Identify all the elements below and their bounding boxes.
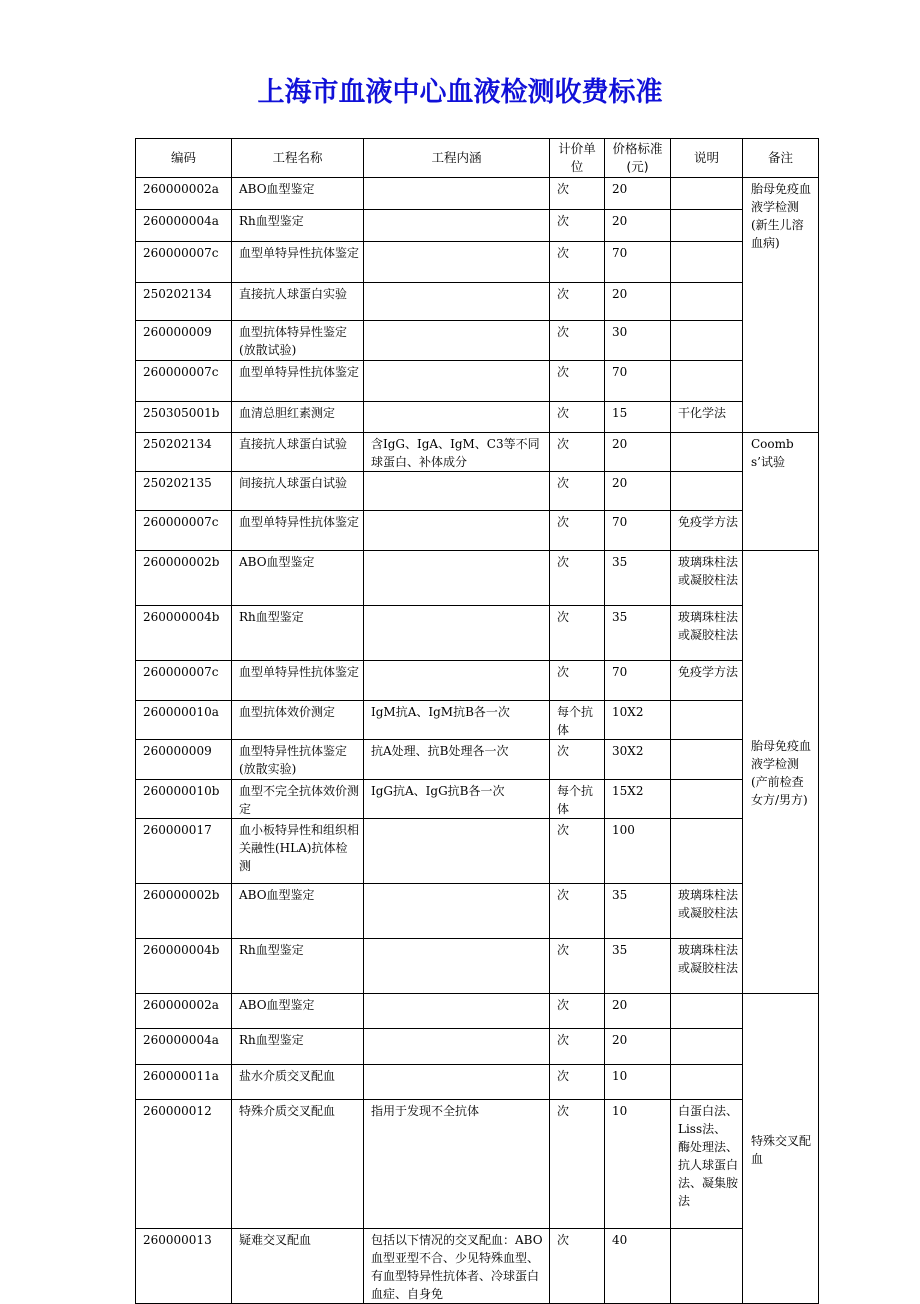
cell-code: 260000002a [136, 178, 232, 210]
cell-price: 40 [605, 1229, 671, 1304]
header-item-content: 工程内涵 [364, 139, 550, 178]
cell-unit: 次 [550, 1229, 605, 1304]
cell-price: 70 [605, 242, 671, 283]
cell-item-content [364, 402, 550, 433]
cell-price: 10 [605, 1100, 671, 1229]
cell-item-content [364, 939, 550, 994]
cell-item-name: 间接抗人球蛋白试验 [232, 472, 364, 511]
cell-remarks: 胎母免疫血液学检测(新生儿溶血病) [743, 178, 819, 433]
cell-description: 免疫学方法 [671, 511, 743, 551]
cell-code: 250202134 [136, 283, 232, 321]
table-row [136, 242, 819, 283]
table-row [136, 178, 819, 210]
cell-unit: 次 [550, 551, 605, 606]
cell-unit: 次 [550, 740, 605, 780]
cell-price: 70 [605, 361, 671, 402]
cell-price: 100 [605, 819, 671, 884]
cell-remarks: 特殊交叉配血 [743, 994, 819, 1304]
cell-item-content [364, 661, 550, 701]
cell-description [671, 1229, 743, 1304]
cell-description [671, 994, 743, 1029]
cell-item-content [364, 994, 550, 1029]
cell-price: 20 [605, 994, 671, 1029]
fee-table [135, 138, 819, 1304]
table-row [136, 361, 819, 402]
cell-item-name: ABO血型鉴定 [232, 884, 364, 939]
cell-item-name: 血型特异性抗体鉴定(放散实验) [232, 740, 364, 780]
cell-code: 260000004b [136, 606, 232, 661]
cell-code: 250202134 [136, 433, 232, 472]
cell-price: 20 [605, 178, 671, 210]
header-price: 价格标准(元) [605, 139, 671, 178]
cell-description: 免疫学方法 [671, 661, 743, 701]
table-row [136, 283, 819, 321]
cell-code: 260000002a [136, 994, 232, 1029]
table-row [136, 433, 819, 472]
cell-code: 250305001b [136, 402, 232, 433]
cell-price: 70 [605, 511, 671, 551]
table-row [136, 939, 819, 994]
cell-item-name: 特殊介质交叉配血 [232, 1100, 364, 1229]
cell-unit: 次 [550, 661, 605, 701]
cell-unit: 每个抗体 [550, 701, 605, 740]
cell-description [671, 1065, 743, 1100]
cell-price: 10X2 [605, 701, 671, 740]
cell-description [671, 210, 743, 242]
cell-item-name: Rh血型鉴定 [232, 210, 364, 242]
table-row [136, 472, 819, 511]
cell-unit: 次 [550, 939, 605, 994]
cell-item-name: Rh血型鉴定 [232, 939, 364, 994]
cell-item-content [364, 551, 550, 606]
table-row [136, 701, 819, 740]
cell-item-name: 直接抗人球蛋白试验 [232, 433, 364, 472]
header-item-name: 工程名称 [232, 139, 364, 178]
cell-price: 35 [605, 606, 671, 661]
cell-unit: 次 [550, 210, 605, 242]
cell-description: 白蛋白法、Liss法、酶处理法、抗人球蛋白法、凝集胺法 [671, 1100, 743, 1229]
cell-item-content [364, 283, 550, 321]
cell-unit: 次 [550, 283, 605, 321]
table-header-row [136, 139, 819, 178]
cell-item-name: 血型单特异性抗体鉴定 [232, 242, 364, 283]
cell-unit: 次 [550, 1029, 605, 1065]
cell-item-name: ABO血型鉴定 [232, 551, 364, 606]
cell-code: 260000002b [136, 551, 232, 606]
cell-item-content [364, 178, 550, 210]
cell-price: 35 [605, 884, 671, 939]
table-row [136, 1065, 819, 1100]
cell-code: 260000012 [136, 1100, 232, 1229]
cell-description [671, 780, 743, 819]
cell-description [671, 433, 743, 472]
table-row [136, 551, 819, 606]
cell-item-name: 血小板特异性和组织相关融性(HLA)抗体检测 [232, 819, 364, 884]
cell-code: 260000004b [136, 939, 232, 994]
cell-item-name: Rh血型鉴定 [232, 1029, 364, 1065]
cell-description: 玻璃珠柱法或凝胶柱法 [671, 551, 743, 606]
cell-price: 35 [605, 939, 671, 994]
cell-item-content [364, 210, 550, 242]
cell-item-content: IgM抗A、IgM抗B各一次 [364, 701, 550, 740]
table-row [136, 402, 819, 433]
cell-price: 20 [605, 433, 671, 472]
cell-item-name: 血清总胆红素测定 [232, 402, 364, 433]
cell-item-content: 包括以下情况的交叉配血：ABO血型亚型不合、少见特殊血型、有血型特异性抗体者、冷球蛋白血症、自身免 [364, 1229, 550, 1304]
cell-unit: 次 [550, 321, 605, 361]
table-row [136, 321, 819, 361]
cell-item-name: 血型单特异性抗体鉴定 [232, 661, 364, 701]
cell-price: 20 [605, 1029, 671, 1065]
cell-remarks: 胎母免疫血液学检测(产前检查女方/男方) [743, 551, 819, 994]
table-row [136, 210, 819, 242]
cell-item-content [364, 1029, 550, 1065]
header-remarks: 备注 [743, 139, 819, 178]
cell-price: 15X2 [605, 780, 671, 819]
cell-unit: 次 [550, 242, 605, 283]
cell-code: 260000010b [136, 780, 232, 819]
cell-unit: 次 [550, 178, 605, 210]
cell-item-name: 血型抗体特异性鉴定(放散试验) [232, 321, 364, 361]
cell-description [671, 178, 743, 210]
cell-unit: 次 [550, 511, 605, 551]
cell-unit: 次 [550, 1065, 605, 1100]
cell-description [671, 1029, 743, 1065]
table-row [136, 511, 819, 551]
cell-item-name: 血型单特异性抗体鉴定 [232, 511, 364, 551]
cell-code: 260000009 [136, 321, 232, 361]
table-row [136, 819, 819, 884]
cell-unit: 次 [550, 472, 605, 511]
page-title: 上海市血液中心血液检测收费标准 [257, 77, 663, 108]
table-row [136, 1229, 819, 1304]
cell-unit: 次 [550, 884, 605, 939]
cell-item-name: 疑难交叉配血 [232, 1229, 364, 1304]
cell-code: 260000011a [136, 1065, 232, 1100]
cell-item-content [364, 884, 550, 939]
cell-item-content [364, 321, 550, 361]
cell-price: 70 [605, 661, 671, 701]
cell-item-name: ABO血型鉴定 [232, 994, 364, 1029]
cell-remarks: Coombs’试验 [743, 433, 819, 551]
table-row [136, 1100, 819, 1229]
cell-item-content [364, 472, 550, 511]
cell-code: 250202135 [136, 472, 232, 511]
table-row [136, 884, 819, 939]
cell-item-content [364, 511, 550, 551]
cell-item-name: 直接抗人球蛋白实验 [232, 283, 364, 321]
cell-description: 玻璃珠柱法或凝胶柱法 [671, 884, 743, 939]
cell-unit: 次 [550, 361, 605, 402]
cell-code: 260000007c [136, 361, 232, 402]
cell-code: 260000007c [136, 242, 232, 283]
cell-unit: 次 [550, 994, 605, 1029]
cell-item-content: 抗A处理、抗B处理各一次 [364, 740, 550, 780]
cell-unit: 次 [550, 606, 605, 661]
table-row [136, 740, 819, 780]
cell-price: 20 [605, 283, 671, 321]
cell-item-content [364, 361, 550, 402]
cell-item-name: 血型单特异性抗体鉴定 [232, 361, 364, 402]
cell-item-name: 血型不完全抗体效价测定 [232, 780, 364, 819]
cell-code: 260000010a [136, 701, 232, 740]
header-code: 编码 [136, 139, 232, 178]
cell-item-name: ABO血型鉴定 [232, 178, 364, 210]
cell-description [671, 321, 743, 361]
cell-item-content [364, 1065, 550, 1100]
table-row [136, 661, 819, 701]
cell-unit: 次 [550, 1100, 605, 1229]
cell-price: 20 [605, 210, 671, 242]
cell-code: 260000002b [136, 884, 232, 939]
cell-description [671, 701, 743, 740]
cell-price: 30X2 [605, 740, 671, 780]
cell-description: 干化学法 [671, 402, 743, 433]
cell-code: 260000017 [136, 819, 232, 884]
cell-item-content [364, 819, 550, 884]
cell-item-content [364, 242, 550, 283]
cell-description: 玻璃珠柱法或凝胶柱法 [671, 606, 743, 661]
cell-unit: 次 [550, 819, 605, 884]
cell-description: 玻璃珠柱法或凝胶柱法 [671, 939, 743, 994]
cell-code: 260000009 [136, 740, 232, 780]
cell-code: 260000007c [136, 511, 232, 551]
table-row [136, 606, 819, 661]
cell-unit: 次 [550, 402, 605, 433]
cell-code: 260000007c [136, 661, 232, 701]
cell-price: 20 [605, 472, 671, 511]
cell-description [671, 361, 743, 402]
cell-item-content: 指用于发现不全抗体 [364, 1100, 550, 1229]
cell-item-content: IgG抗A、IgG抗B各一次 [364, 780, 550, 819]
cell-description [671, 740, 743, 780]
cell-price: 35 [605, 551, 671, 606]
cell-description [671, 472, 743, 511]
cell-code: 260000004a [136, 1029, 232, 1065]
table-row [136, 780, 819, 819]
cell-description [671, 283, 743, 321]
cell-description [671, 242, 743, 283]
cell-code: 260000013 [136, 1229, 232, 1304]
cell-unit: 次 [550, 433, 605, 472]
cell-item-content [364, 606, 550, 661]
table-body [136, 178, 819, 1304]
cell-unit: 每个抗体 [550, 780, 605, 819]
table-row [136, 1029, 819, 1065]
cell-price: 10 [605, 1065, 671, 1100]
cell-item-name: Rh血型鉴定 [232, 606, 364, 661]
cell-item-name: 盐水介质交叉配血 [232, 1065, 364, 1100]
table-row [136, 994, 819, 1029]
cell-code: 260000004a [136, 210, 232, 242]
cell-price: 30 [605, 321, 671, 361]
cell-item-name: 血型抗体效价测定 [232, 701, 364, 740]
header-unit: 计价单位 [550, 139, 605, 178]
cell-description [671, 819, 743, 884]
cell-price: 15 [605, 402, 671, 433]
header-description: 说明 [671, 139, 743, 178]
cell-item-content: 含IgG、IgA、IgM、C3等不同球蛋白、补体成分 [364, 433, 550, 472]
